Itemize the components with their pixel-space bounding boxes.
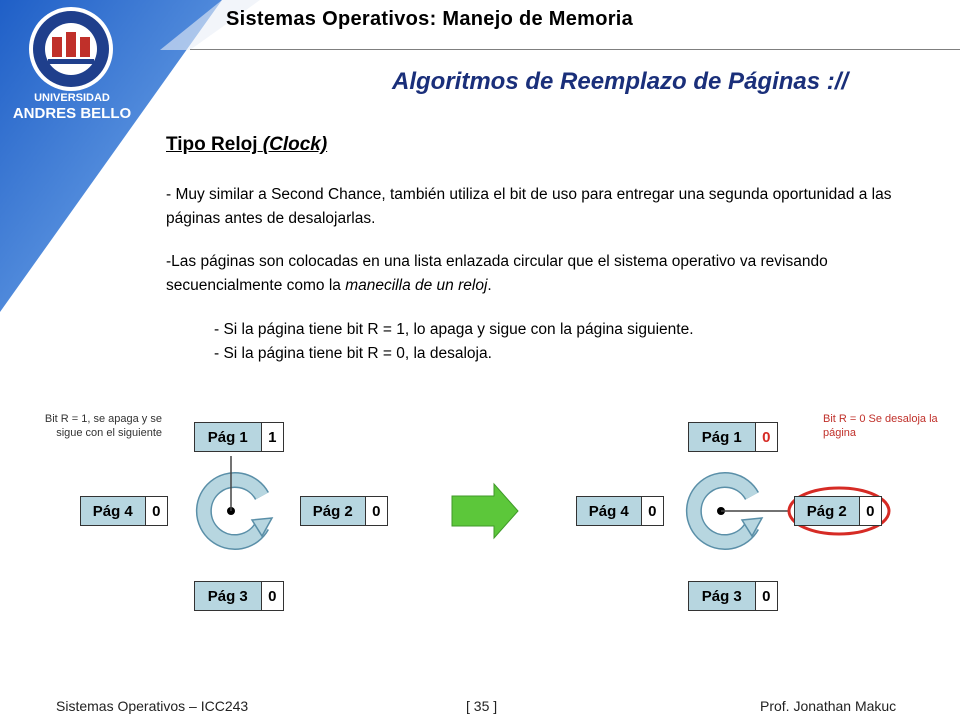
page-bit: 0	[262, 582, 284, 610]
page-bit: 0	[642, 497, 664, 525]
page-bit: 1	[262, 423, 284, 451]
paragraph-2-italic: manecilla de un reloj	[345, 277, 488, 294]
page-bit: 0	[366, 497, 388, 525]
right-page-4	[576, 496, 664, 526]
bullet-2: - Si la página tiene bit R = 0, la desaloja.	[214, 345, 492, 362]
right-page-1	[688, 422, 778, 452]
transition-arrow	[452, 484, 518, 538]
header-title: Sistemas Operativos: Manejo de Memoria	[226, 8, 634, 30]
left-page-4	[80, 496, 168, 526]
slide-subtitle: Algoritmos de Reemplazo de Páginas ://	[392, 68, 849, 95]
page-bit: 0	[146, 497, 168, 525]
footer-course: Sistemas Operativos – ICC243	[56, 698, 249, 714]
footer-page-number: [ 35 ]	[466, 698, 498, 714]
page-label: Pág 1	[689, 423, 756, 451]
left-diagram-note: Bit R = 1, se apaga y se sigue con el siguiente	[44, 413, 162, 439]
paragraph-2-text: -Las páginas son colocadas en una lista enlazada circular que el sistema operativo va revisando secuencialmente como la	[166, 253, 828, 294]
page-label: Pág 1	[195, 423, 262, 451]
left-page-3	[194, 581, 284, 611]
footer-author: Prof. Jonathan Makuc	[760, 698, 897, 714]
page-label: Pág 3	[195, 582, 262, 610]
section-title-text: Tipo Reloj	[166, 134, 258, 155]
page-label: Pág 4	[81, 497, 146, 525]
bullet-1: - Si la página tiene bit R = 1, lo apaga y sigue con la página siguiente.	[214, 321, 694, 338]
right-page-2	[794, 496, 882, 526]
paragraph-2-end: .	[487, 277, 492, 294]
page-label: Pág 2	[301, 497, 366, 525]
right-page-3	[688, 581, 778, 611]
page-bit-evicted: 0	[756, 423, 778, 451]
left-page-2	[300, 496, 388, 526]
logo-text-line1: UNIVERSIDAD	[34, 92, 110, 104]
page-bit: 0	[756, 582, 778, 610]
left-page-1	[194, 422, 284, 452]
page-label: Pág 3	[689, 582, 756, 610]
section-title-italic: (Clock)	[262, 134, 328, 155]
right-diagram-note: Bit R = 0 Se desaloja la página	[823, 413, 938, 439]
page-label: Pág 2	[795, 497, 860, 525]
left-clock-icon	[204, 456, 272, 542]
logo-text-line2: ANDRES BELLO	[12, 105, 132, 122]
page-label: Pág 4	[577, 497, 642, 525]
page-bit: 0	[860, 497, 882, 525]
paragraph-1: - Muy similar a Second Chance, también utiliza el bit de uso para entregar una segunda oportunidad a las páginas antes de desalojarlas.	[166, 186, 892, 227]
right-clock-icon	[694, 480, 790, 542]
